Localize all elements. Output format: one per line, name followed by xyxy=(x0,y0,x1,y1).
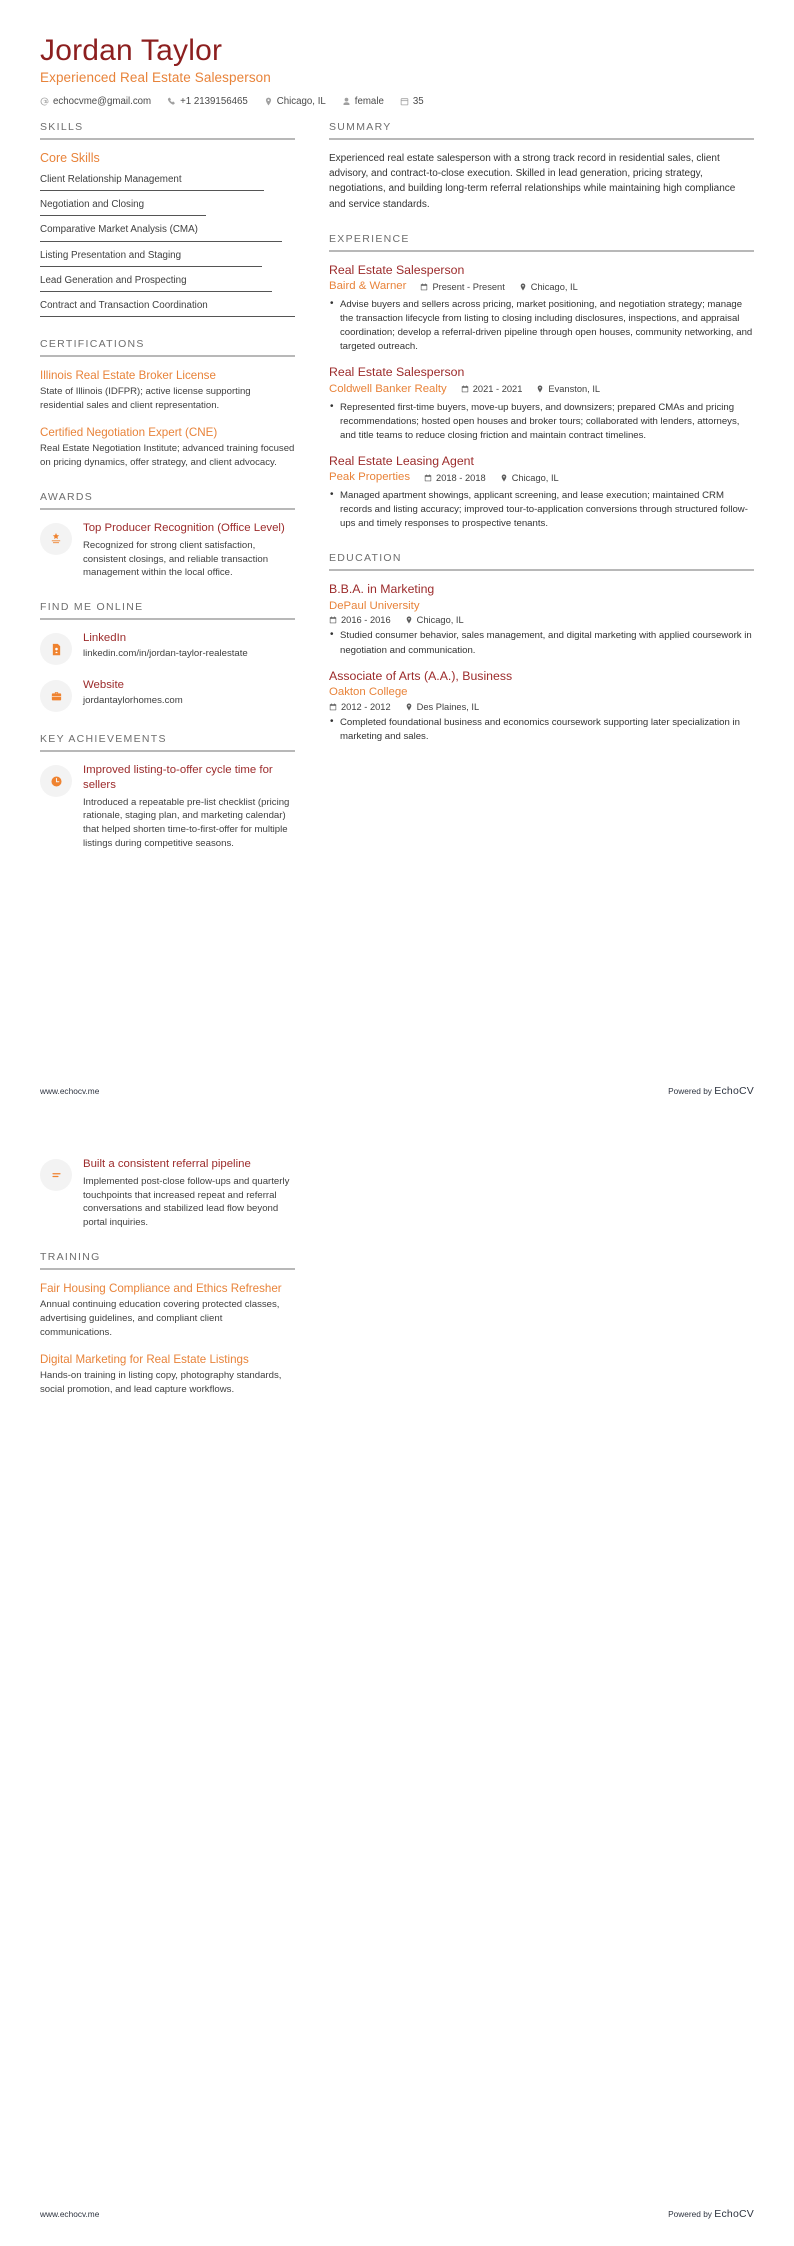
footer-powered-by xyxy=(668,2208,754,2220)
experience-role: Real Estate Salesperson xyxy=(329,262,465,277)
skill-item xyxy=(40,299,295,317)
experience-organization: Coldwell Banker Realty xyxy=(329,382,447,395)
resume-columns xyxy=(40,1157,754,1418)
main-column xyxy=(329,121,754,765)
section-certifications xyxy=(40,338,295,470)
page-footer xyxy=(40,2208,754,2220)
experience-location xyxy=(536,384,600,394)
skill-label: Lead Generation and Prospecting xyxy=(40,274,187,286)
experience-role: Real Estate Leasing Agent xyxy=(329,453,474,468)
briefcase-icon xyxy=(40,680,72,712)
contact-email xyxy=(40,96,151,107)
clock-icon xyxy=(40,765,72,797)
section-summary xyxy=(329,121,754,212)
section-key-achievements xyxy=(40,733,295,851)
experience-dates-value: 2018 - 2018 xyxy=(436,472,486,483)
online-link-website[interactable] xyxy=(40,678,295,712)
experience-location-value: Chicago, IL xyxy=(511,472,559,483)
email-icon xyxy=(40,97,49,106)
certification-description: Real Estate Negotiation Institute; advanced training focused on pricing dynamics, offer strategy, and client advocacy. xyxy=(40,443,295,469)
education-dates xyxy=(329,615,391,625)
experience-dates xyxy=(424,473,486,483)
experience-meta xyxy=(329,279,754,294)
certification-entry xyxy=(40,425,295,470)
award-description: Recognized for strong client satisfaction, consistent closings, and reliable transaction management within the local office. xyxy=(83,539,269,579)
calendar-icon xyxy=(400,97,409,106)
footer-powered-by-prefix: Powered by xyxy=(668,1086,715,1096)
training-name: Fair Housing Compliance and Ethics Refresher xyxy=(40,1282,282,1296)
section-experience xyxy=(329,233,754,532)
achievement-entry xyxy=(40,763,295,851)
section-title-summary: SUMMARY xyxy=(329,121,392,133)
skill-label: Client Relationship Management xyxy=(40,174,182,185)
location-pin-icon xyxy=(405,703,413,711)
skills-group-title: Core Skills xyxy=(40,151,100,165)
phone-icon xyxy=(167,97,176,106)
education-entry xyxy=(329,669,754,744)
experience-organization: Peak Properties xyxy=(329,471,411,484)
section-key-achievements-continued xyxy=(40,1157,295,1230)
award-medal-icon xyxy=(40,523,72,555)
skill-label: Contract and Transaction Coordination xyxy=(40,300,208,312)
contact-gender-value: female xyxy=(354,96,384,107)
education-bullet: • Completed foundational business and economics coursework supporting later specialization in marketing and sales. xyxy=(329,716,754,744)
education-bullets xyxy=(329,716,754,744)
education-dates-value: 2016 - 2016 xyxy=(341,615,391,626)
location-pin-icon xyxy=(536,385,544,393)
contact-age-value: 35 xyxy=(412,96,424,107)
calendar-icon xyxy=(424,474,432,482)
section-rule xyxy=(40,1268,295,1270)
experience-location xyxy=(519,282,578,292)
resume-columns xyxy=(40,121,754,872)
experience-bullets xyxy=(329,298,754,354)
skill-item xyxy=(40,223,282,241)
certification-name: Certified Negotiation Expert (CNE) xyxy=(40,426,218,440)
experience-entry xyxy=(329,365,754,442)
lines-icon xyxy=(40,1159,72,1191)
online-link-label: LinkedIn xyxy=(83,632,127,645)
section-rule xyxy=(40,750,295,752)
skill-item xyxy=(40,249,262,267)
section-skills xyxy=(40,121,295,317)
footer-site: www.echocv.me xyxy=(40,1086,100,1096)
education-dates-value: 2012 - 2012 xyxy=(341,701,391,712)
contact-email-value: echocvme@gmail.com xyxy=(53,96,152,107)
section-education xyxy=(329,552,754,744)
achievement-entry xyxy=(40,1157,295,1230)
calendar-icon xyxy=(329,616,337,624)
contact-location xyxy=(264,96,326,107)
section-awards xyxy=(40,491,295,580)
location-pin-icon xyxy=(500,474,508,482)
candidate-role: Experienced Real Estate Salesperson xyxy=(40,70,271,85)
footer-brand-name: EchoCV xyxy=(714,2208,754,2220)
skill-label: Listing Presentation and Staging xyxy=(40,249,182,261)
education-meta xyxy=(329,615,754,625)
contact-phone xyxy=(167,96,248,107)
experience-meta xyxy=(329,382,754,397)
page-footer xyxy=(40,1085,754,1097)
education-location-value: Chicago, IL xyxy=(416,615,464,626)
award-name: Top Producer Recognition (Office Level) xyxy=(83,522,285,535)
document-badge-icon xyxy=(40,633,72,665)
sidebar-column xyxy=(40,121,295,872)
education-degree: B.B.A. in Marketing xyxy=(329,582,435,597)
experience-meta xyxy=(329,470,754,485)
experience-organization: Baird & Warner xyxy=(329,280,407,293)
section-find-me-online xyxy=(40,601,295,712)
experience-dates-value: 2021 - 2021 xyxy=(472,384,523,395)
section-title-skills: SKILLS xyxy=(40,121,84,133)
experience-dates xyxy=(420,282,504,292)
experience-location-value: Evanston, IL xyxy=(548,384,601,395)
location-pin-icon xyxy=(519,283,527,291)
section-rule xyxy=(40,618,295,620)
location-pin-icon xyxy=(405,616,413,624)
experience-dates-value: Present - Present xyxy=(432,281,505,292)
achievement-description: Introduced a repeatable pre-list checklist (pricing rationale, staging plan, and marketing calendar) that helped shorten time-to-first-offer for multiple listings during competitive seasons. xyxy=(83,796,290,850)
skill-item xyxy=(40,198,206,216)
skill-label: Negotiation and Closing xyxy=(40,199,145,211)
contact-gender xyxy=(342,96,384,107)
skill-item xyxy=(40,274,272,292)
award-entry xyxy=(40,521,295,580)
section-title-awards: AWARDS xyxy=(40,491,94,504)
training-entry xyxy=(40,1352,295,1397)
section-title-experience: EXPERIENCE xyxy=(329,232,410,245)
education-institution: DePaul University xyxy=(329,599,420,612)
section-rule xyxy=(40,355,295,357)
section-title-education: EDUCATION xyxy=(329,552,402,565)
education-location xyxy=(405,615,464,625)
contact-row xyxy=(40,96,754,107)
education-entry xyxy=(329,582,754,657)
achievement-name: Improved listing-to-offer cycle time for sellers xyxy=(83,764,273,791)
section-rule xyxy=(329,138,754,140)
experience-dates xyxy=(461,384,523,394)
experience-bullet: • Advise buyers and sellers across pricing, market positioning, and negotiation strategy; manage the transaction lifecycle from listing to closing including disclosures, inspections, and appraisal coordination; develop a referral-driven pipeline through open houses, community networking, and targeted outreach. xyxy=(329,298,754,354)
location-pin-icon xyxy=(264,97,273,106)
section-title-training: TRAINING xyxy=(40,1251,101,1264)
training-name: Digital Marketing for Real Estate Listings xyxy=(40,1353,249,1366)
experience-bullets xyxy=(329,489,754,531)
resume-header xyxy=(40,34,754,107)
person-icon xyxy=(342,97,351,106)
section-title-find-me-online: FIND ME ONLINE xyxy=(40,601,144,614)
experience-bullet: • Represented first-time buyers, move-up buyers, and downsizers; prepared CMAs and pricing recommendations; hosted open houses and broker tours; collaborated with lenders, attorneys, and title teams to reduce closing friction and maintain contract timelines. xyxy=(329,401,754,443)
section-rule xyxy=(329,569,754,571)
training-description: Hands-on training in listing copy, photography standards, social promotion, and lead capture workflows. xyxy=(40,1370,282,1395)
experience-bullet: • Managed apartment showings, applicant screening, and lease execution; maintained CRM records and listing accuracy; improved tour-to-application conversions through structured follow-ups and timely responses to prospective tenants. xyxy=(329,489,754,531)
calendar-icon xyxy=(329,703,337,711)
skill-label: Comparative Market Analysis (CMA) xyxy=(40,224,198,236)
achievement-description: Implemented post-close follow-ups and quarterly touchpoints that increased repeat and referral conversations and stabilized lead flow beyond portal inquiries. xyxy=(83,1175,290,1229)
education-location-value: Des Plaines, IL xyxy=(416,701,480,712)
education-degree: Associate of Arts (A.A.), Business xyxy=(329,668,513,683)
education-dates xyxy=(329,702,391,712)
sidebar-column xyxy=(40,1157,295,1418)
online-link-url: linkedin.com/in/jordan-taylor-realestate xyxy=(83,647,248,659)
training-entry xyxy=(40,1281,295,1340)
achievement-name: Built a consistent referral pipeline xyxy=(83,1158,251,1170)
section-title-key-achievements: KEY ACHIEVEMENTS xyxy=(40,733,167,746)
footer-powered-by-prefix: Powered by xyxy=(668,2209,715,2219)
experience-entry xyxy=(329,263,754,355)
candidate-name: Jordan Taylor xyxy=(40,34,223,67)
calendar-icon xyxy=(420,283,428,291)
contact-location-value: Chicago, IL xyxy=(276,96,326,107)
footer-powered-by xyxy=(668,1085,754,1097)
education-meta xyxy=(329,702,754,712)
footer-brand-name: EchoCV xyxy=(714,1085,754,1097)
education-institution: Oakton College xyxy=(329,685,408,698)
online-link-linkedin[interactable] xyxy=(40,631,295,665)
experience-location xyxy=(500,473,559,483)
education-location xyxy=(405,702,480,712)
resume-page-2 xyxy=(0,1123,794,2246)
online-link-url: jordantaylorhomes.com xyxy=(83,694,183,706)
footer-site: www.echocv.me xyxy=(40,2209,100,2219)
education-bullet: • Studied consumer behavior, sales management, and digital marketing with applied coursework in negotiation and communication. xyxy=(329,629,754,657)
education-bullets xyxy=(329,629,754,657)
section-rule xyxy=(40,508,295,510)
experience-role: Real Estate Salesperson xyxy=(329,365,465,380)
certification-description: State of Illinois (IDFPR); active license supporting residential sales and client representation. xyxy=(40,386,251,412)
section-training xyxy=(40,1251,295,1397)
calendar-icon xyxy=(461,385,469,393)
experience-location-value: Chicago, IL xyxy=(530,281,578,292)
certification-entry xyxy=(40,368,295,413)
training-description: Annual continuing education covering protected classes, advertising guidelines, and compliant client communications. xyxy=(40,1299,280,1339)
section-title-certifications: CERTIFICATIONS xyxy=(40,338,145,351)
summary-text: Experienced real estate salesperson with a strong track record in residential sales, client advisory, and contract-to-close execution. Skilled in lead generation, pricing strategy, negotiations, and building long-term referral relationships while maintaining high compliance and service standards. xyxy=(329,153,736,210)
experience-bullets xyxy=(329,401,754,443)
contact-phone-value: +1 2139156465 xyxy=(180,96,248,107)
online-link-label: Website xyxy=(83,679,124,692)
contact-age xyxy=(400,96,424,107)
skill-item xyxy=(40,173,264,191)
certification-name: Illinois Real Estate Broker License xyxy=(40,369,216,383)
section-rule xyxy=(329,250,754,252)
section-rule xyxy=(40,138,295,140)
experience-entry xyxy=(329,454,754,531)
